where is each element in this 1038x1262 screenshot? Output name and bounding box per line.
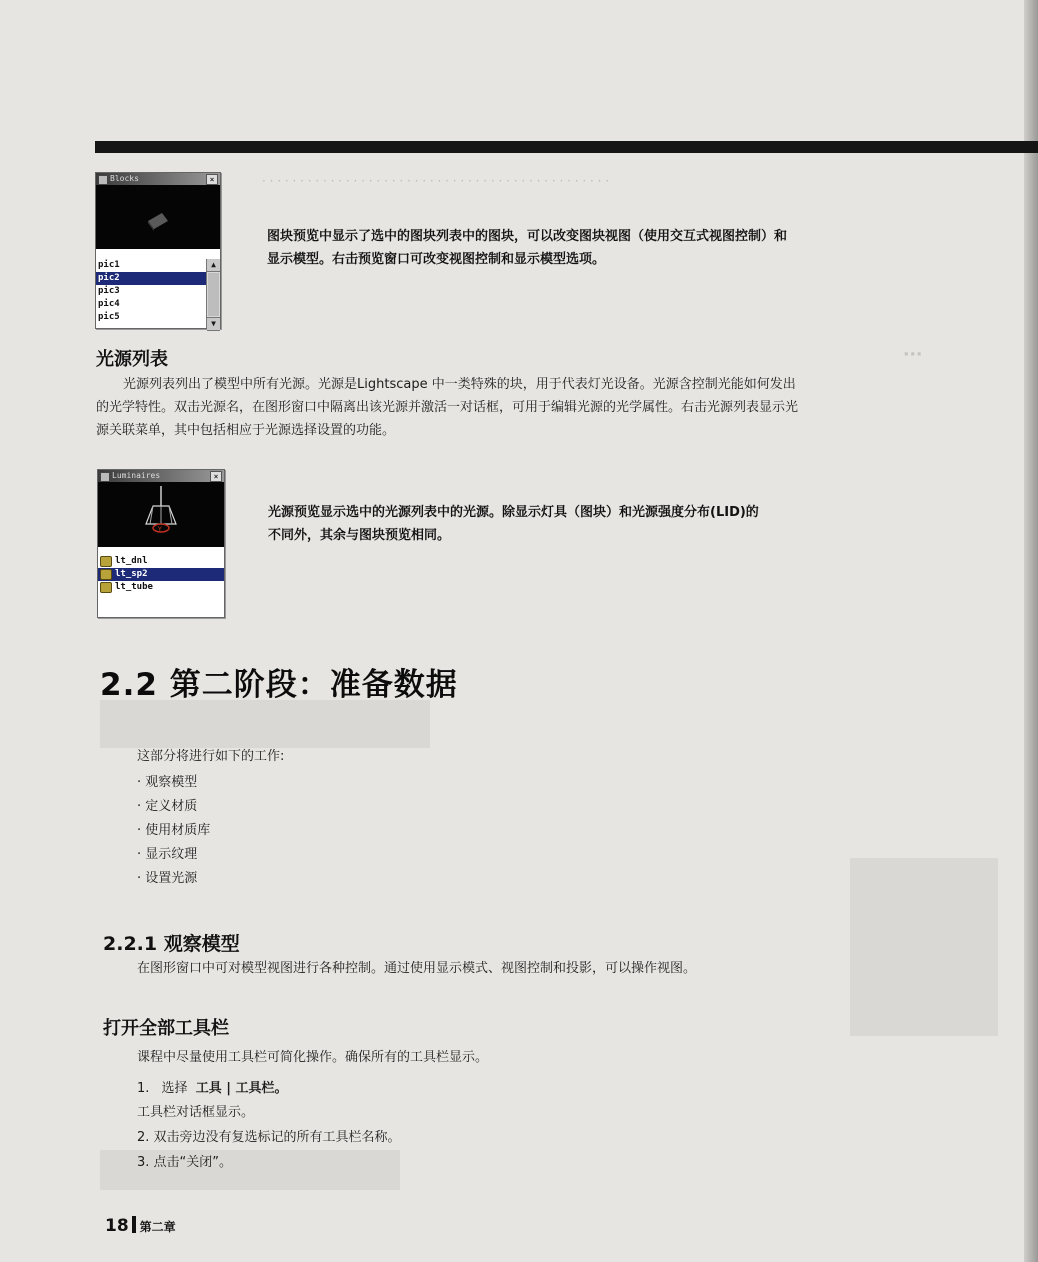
blocks-window-titlebar[interactable] (96, 173, 220, 185)
page-number: 18 (105, 1216, 129, 1236)
luminaire-fixture-graphic (98, 482, 224, 547)
list-item-selected[interactable] (98, 568, 224, 581)
blocks-window-title: Blocks (110, 174, 139, 183)
task-item: · 定义材质 (137, 799, 198, 814)
list-item-label: lt_dnl (115, 556, 148, 566)
luminaires-window[interactable] (97, 469, 225, 618)
bleed-through-box (100, 700, 430, 748)
bleed-through-figure (850, 858, 998, 1036)
luminaire-list-heading: 光源列表 (96, 349, 168, 370)
task-item: · 使用材质库 (137, 823, 211, 838)
book-spine-shadow (1024, 0, 1038, 1262)
folio-separator (132, 1216, 136, 1233)
section-title: 2.2 第二阶段：准备数据 (100, 667, 458, 703)
bleed-through-text: · · · · · · · · · · · · · · · · · · · · · · · · · · · · · · · · · · · · · · · · · · · · · · (262, 174, 610, 188)
subsection-title: 2.2.1 观察模型 (103, 933, 240, 955)
scroll-down-icon[interactable]: ▼ (207, 317, 220, 331)
luminaire-icon (100, 582, 112, 593)
list-item[interactable]: pic5 (98, 312, 120, 322)
blocks-caption (267, 225, 787, 271)
list-item-selected[interactable]: pic2 (96, 272, 220, 285)
caption-line: 不同外，其余与图块预览相同。 (268, 528, 451, 543)
preview-list-gap (98, 547, 224, 555)
bleed-through-heading: ··· (903, 345, 923, 365)
step-number: 1. (137, 1081, 150, 1096)
step-1 (137, 1077, 288, 1100)
block-preview-graphic (96, 185, 220, 249)
list-item-label: lt_tube (115, 582, 153, 592)
luminaire-list-paragraph (96, 373, 996, 442)
paragraph-line: 源关联菜单，其中包括相应于光源选择设置的功能。 (96, 423, 396, 438)
scroll-thumb[interactable] (208, 273, 219, 316)
luminaires-window-titlebar[interactable] (98, 470, 224, 482)
block-preview-viewport[interactable] (96, 185, 220, 249)
preview-list-gap (96, 249, 220, 259)
luminaires-window-title: Luminaires (112, 471, 161, 480)
step-3: 3. 点击“关闭”。 (137, 1155, 233, 1170)
list-item[interactable]: pic1 (98, 260, 120, 270)
luminaire-icon (100, 569, 112, 580)
caption-line: 显示模型。右击预览窗口可改变视图控制和显示模型选项。 (267, 252, 606, 267)
svg-text:Y: Y (158, 526, 162, 533)
list-item[interactable]: pic3 (98, 286, 120, 296)
chapter-label: 第二章 (139, 1220, 176, 1234)
subsection-text: 在图形窗口中可对模型视图进行各种控制。通过使用显示模式、视图控制和投影，可以操作视图。 (137, 961, 697, 976)
list-item[interactable] (98, 555, 224, 568)
header-rule (95, 141, 1038, 153)
window-app-icon (98, 175, 108, 185)
toolbars-heading: 打开全部工具栏 (103, 1018, 229, 1039)
close-icon[interactable]: × (206, 174, 218, 185)
page-folio (105, 1216, 176, 1236)
task-item: · 显示纹理 (137, 847, 198, 862)
luminaire-list[interactable] (98, 555, 224, 615)
close-icon[interactable]: × (210, 471, 222, 482)
task-list (137, 771, 210, 891)
caption-line: 光源预览显示选中的光源列表中的光源。除显示灯具（图块）和光源强度分布(LID)的 (268, 505, 759, 520)
luminaires-caption (268, 501, 759, 547)
scroll-up-icon[interactable]: ▲ (207, 259, 220, 272)
step-1-result: 工具栏对话框显示。 (137, 1105, 255, 1120)
paragraph-line: 的光学特性。双击光源名，在图形窗口中隔离出该光源并激活一对话框，可用于编辑光源的光学属性。右击光源列表显示光 (96, 400, 799, 415)
list-item-label: lt_sp2 (115, 569, 148, 579)
block-list[interactable] (96, 259, 220, 328)
step-2: 2. 双击旁边没有复选标记的所有工具栏名称。 (137, 1130, 401, 1145)
list-scrollbar[interactable] (206, 259, 220, 328)
list-item[interactable] (98, 581, 224, 594)
toolbars-intro: 课程中尽量使用工具栏可简化操作。确保所有的工具栏显示。 (137, 1050, 489, 1065)
luminaire-icon (100, 556, 112, 567)
window-app-icon (100, 472, 110, 482)
menu-path: 工具 | 工具栏。 (195, 1081, 288, 1096)
list-item[interactable]: pic4 (98, 299, 120, 309)
task-item: · 设置光源 (137, 871, 198, 886)
step-text: 选择 (161, 1081, 188, 1096)
task-item: · 观察模型 (137, 775, 198, 790)
blocks-window[interactable] (95, 172, 221, 329)
caption-line: 图块预览中显示了选中的图块列表中的图块，可以改变图块视图（使用交互式视图控制）和 (267, 229, 788, 244)
section-intro: 这部分将进行如下的工作: (137, 749, 285, 764)
luminaire-preview-viewport[interactable] (98, 482, 224, 547)
paragraph-line: 光源列表列出了模型中所有光源。光源是Lightscape 中一类特殊的块，用于代表灯光设备。光源含控制光能如何发出 (123, 377, 796, 392)
